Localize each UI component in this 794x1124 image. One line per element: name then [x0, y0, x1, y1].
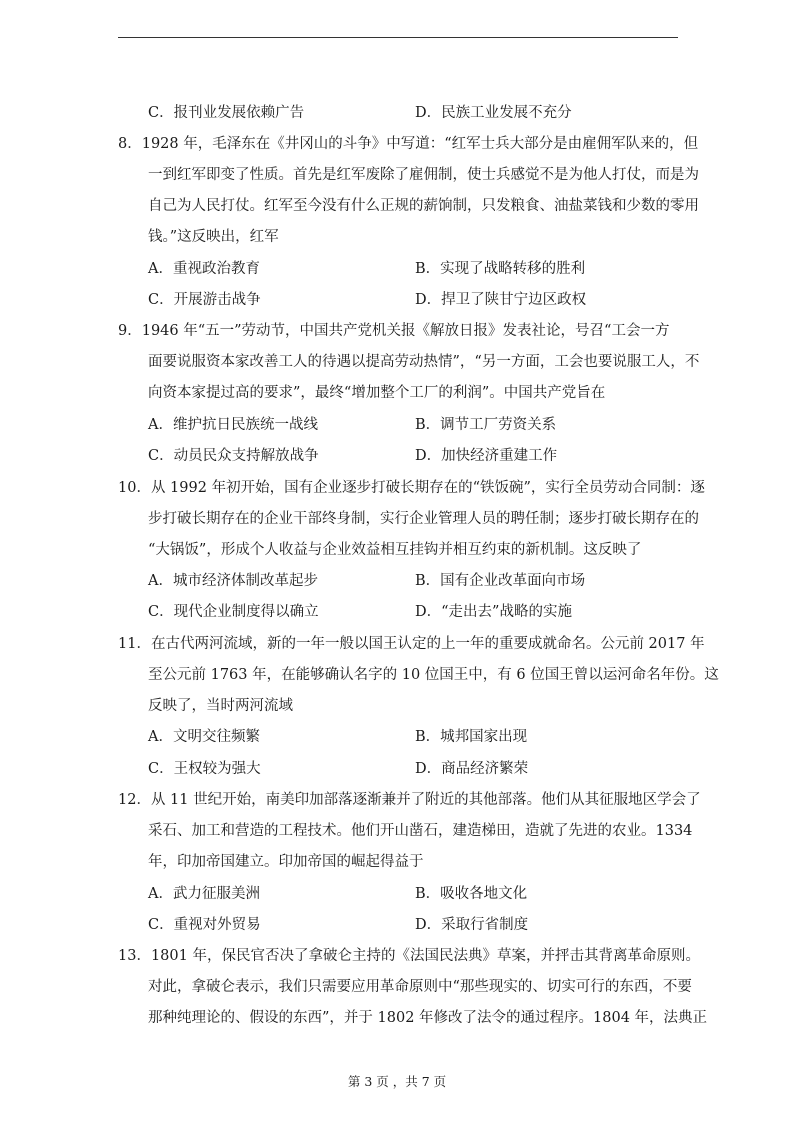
q9-option-a: A．维护抗日民族统一战线 [148, 417, 318, 433]
q9-option-b: B．调节工厂劳资关系 [415, 417, 557, 433]
q10-option-a: A．城市经济体制改革起步 [148, 573, 318, 589]
q7-option-c: C．报刊业发展依赖广告 [148, 105, 305, 121]
header-rule [118, 37, 678, 38]
q12-line-2: 采石、加工和营造的工程技术。他们开山凿石，建造梯田，造就了先进的农业。1334 [148, 823, 693, 839]
q8-option-c: C．开展游击战争 [148, 292, 261, 308]
q8-option-d: D．捍卫了陕甘宁边区政权 [415, 292, 587, 308]
q8-line-3: 自己为人民打仗。红军至今没有什么正规的薪饷制，只发粮食、油盐菜钱和少数的零用 [148, 198, 699, 214]
q8-line-2: 一到红军即变了性质。首先是红军废除了雇佣制，使士兵感觉不是为他人打仗，而是为 [148, 167, 699, 183]
q8-line-4: 钱。”这反映出，红军 [148, 229, 279, 245]
q9-option-c: C．动员民众支持解放战争 [148, 448, 319, 464]
q12-line-3: 年，印加帝国建立。印加帝国的崛起得益于 [148, 854, 424, 870]
q10-option-c: C．现代企业制度得以确立 [148, 604, 319, 620]
q11-option-d: D．商品经济繁荣 [415, 761, 529, 777]
q7-option-d: D．民族工业发展不充分 [415, 105, 572, 121]
q10-option-b: B．国有企业改革面向市场 [415, 573, 586, 589]
q11-line-1: 11．在古代两河流域，新的一年一般以国王认定的上一年的重要成就命名。公元前 2017 年 [118, 636, 705, 652]
q10-line-2: 步打破长期存在的企业干部终身制，实行企业管理人员的聘任制；逐步打破长期存在的 [148, 511, 699, 527]
q8-option-b: B．实现了战略转移的胜利 [415, 261, 586, 277]
q12-option-c: C．重视对外贸易 [148, 917, 261, 933]
q13-line-3: 那种纯理论的、假设的东西”，并于 1802 年修改了法令的通过程序。1804 年，法典正 [148, 1010, 708, 1026]
q11-line-2: 至公元前 1763 年，在能够确认名字的 10 位国王中，有 6 位国王曾以运河命名年份。这 [148, 667, 719, 683]
q11-option-a: A．文明交往频繁 [148, 729, 260, 745]
q12-option-b: B．吸收各地文化 [415, 886, 528, 902]
q11-option-b: B．城邦国家出现 [415, 729, 528, 745]
q11-option-c: C．王权较为强大 [148, 761, 261, 777]
q10-option-d: D．“走出去”战略的实施 [415, 604, 572, 620]
q9-line-2: 面要说服资本家改善工人的待遇以提高劳动热情”，“另一方面，工会也要说服工人，不 [148, 354, 700, 370]
q12-line-1: 12．从 11 世纪开始，南美印加部落逐渐兼并了附近的其他部落。他们从其征服地区学会了 [118, 792, 701, 808]
q13-line-1: 13．1801 年，保民官否决了拿破仑主持的《法国民法典》草案，并抨击其背离革命原则。 [118, 948, 700, 964]
q8-line-1: 8．1928 年，毛泽东在《井冈山的斗争》中写道：“红军士兵大部分是由雇佣军队来的，但 [118, 136, 699, 152]
q9-option-d: D．加快经济重建工作 [415, 448, 558, 464]
q10-line-1: 10．从 1992 年初开始，国有企业逐步打破长期存在的“铁饭碗”，实行全员劳动合同制：逐 [118, 480, 705, 496]
q8-option-a: A．重视政治教育 [148, 261, 260, 277]
q12-option-a: A．武力征服美洲 [148, 886, 260, 902]
page-footer: 第 3 页 ，共 7 页 [347, 1074, 447, 1089]
q12-option-d: D．采取行省制度 [415, 917, 529, 933]
q10-line-3: “大锅饭”，形成个人收益与企业效益相互挂钩并相互约束的新机制。这反映了 [148, 542, 642, 558]
q9-line-1: 9．1946 年“五一”劳动节，中国共产党机关报《解放日报》发表社论，号召“工会一方 [118, 323, 670, 339]
q13-line-2: 对此，拿破仑表示，我们只需要应用革命原则中“那些现实的、切实可行的东西，不要 [148, 979, 692, 995]
q9-line-3: 向资本家提过高的要求”，最终“增加整个工厂的利润”。中国共产党旨在 [148, 385, 606, 401]
q11-line-3: 反映了，当时两河流域 [148, 698, 293, 714]
